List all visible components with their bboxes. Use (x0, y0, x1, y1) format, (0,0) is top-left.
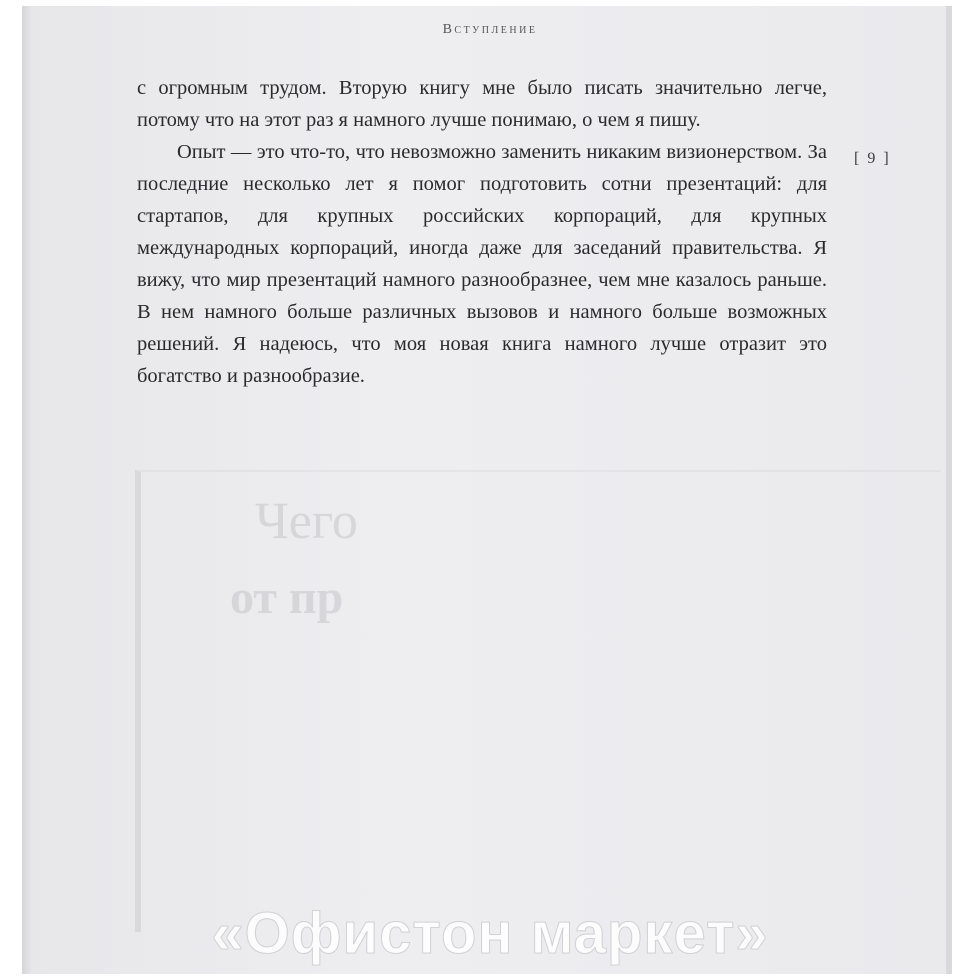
running-header: Вступление (442, 22, 538, 37)
paragraph-continuation: с огромным трудом. Вторую книгу мне было писать значительно легче, потому что на этот раз я намного лучше понимаю, о чем я пишу. (137, 77, 827, 131)
page-number: [ 9 ] (854, 150, 891, 167)
paragraph: Опыт — это что-то, что невозможно заменить никаким визионерством. За последние несколько лет я помог подготовить сотни презентаций: для стартапов, для крупных российских корпораций, для крупных международных корпораций, иногда даже для заседаний правительства. Я вижу, что мир презентаций намного разнообразнее, чем мне казалось раньше. В нем намного больше различных вызовов и намного больше возможных решений. Я надеюсь, что моя новая книга намного лучше отразит это богатство и разнообразие. (137, 141, 827, 387)
page-gutter-shadow (22, 6, 32, 974)
bleed-through-heading-1: Чего (255, 493, 358, 550)
bleed-through-heading-2: от пр (230, 571, 344, 624)
store-watermark: «Офистон маркет» (211, 901, 769, 966)
body-text (137, 72, 827, 392)
page-edge (946, 6, 952, 974)
